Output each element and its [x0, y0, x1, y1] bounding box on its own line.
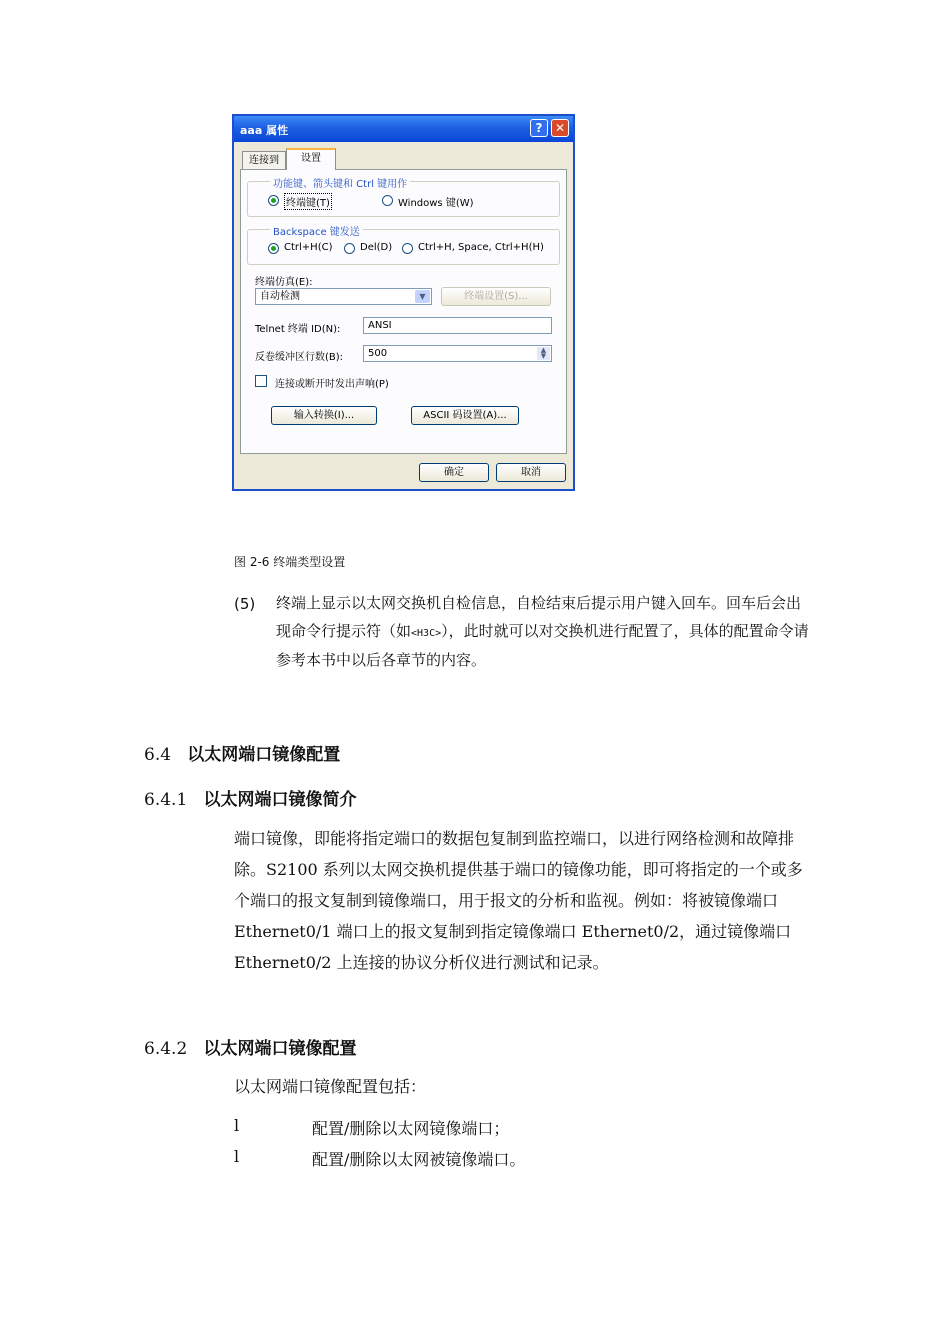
chevron-down-icon[interactable]: ▼: [415, 290, 430, 303]
ctrl-h-label[interactable]: Ctrl+H(C): [284, 242, 333, 253]
backspace-legend: Backspace 键发送: [270, 223, 363, 238]
section-number: 6.4.2: [144, 1039, 188, 1059]
backscroll-input[interactable]: [363, 345, 552, 362]
windows-keys-label[interactable]: Windows 键(W): [398, 198, 474, 209]
bullet-mark: l: [234, 1116, 240, 1135]
ctrl-h-space-radio[interactable]: [402, 243, 413, 254]
section-number: 6.4: [144, 745, 172, 765]
backspace-group: [247, 229, 560, 265]
backscroll-value: 500: [368, 348, 388, 359]
section-title: 以太网端口镜像配置: [187, 745, 341, 765]
ok-button[interactable]: 确定: [419, 463, 489, 482]
ctrl-h-radio[interactable]: [268, 243, 279, 254]
beep-checkbox-label[interactable]: 连接或断开时发出声响(P): [275, 379, 389, 390]
beep-checkbox[interactable]: [255, 375, 267, 387]
ctrl-h-space-label[interactable]: Ctrl+H, Space, Ctrl+H(H): [418, 242, 544, 253]
bullet-text: 配置/删除以太网镜像端口；: [312, 1119, 510, 1138]
terminal-settings-button[interactable]: 终端设置(S)...: [441, 287, 551, 306]
terminal-keys-label[interactable]: 终端键(T): [284, 193, 332, 210]
telnet-id-label: Telnet 终端 ID(N):: [255, 324, 341, 335]
step-number: (5): [234, 595, 256, 613]
section-6-4-2-heading: [144, 1034, 356, 1059]
backscroll-label: 反卷缓冲区行数(B):: [255, 352, 344, 363]
bullet-mark: l: [234, 1147, 240, 1166]
emulation-select[interactable]: [255, 288, 432, 305]
function-keys-group: [247, 181, 560, 217]
terminal-keys-radio[interactable]: [268, 195, 279, 206]
tab-settings[interactable]: 设置: [286, 148, 336, 170]
prompt-text: <H3C>: [411, 627, 442, 639]
section-title: 以太网端口镜像配置: [203, 1039, 357, 1059]
step-text-before: 终端上显示以太网交换机自检信息，自检结束后提示用户键入回车。回车后会出现命令行提示符（如: [276, 594, 802, 640]
ascii-setup-button[interactable]: ASCII 码设置(A)...: [411, 406, 519, 425]
bullet-item: [234, 1116, 510, 1138]
bullet-item: [234, 1147, 526, 1169]
cancel-button[interactable]: 取消: [496, 463, 566, 482]
section-6-4-heading: [144, 740, 340, 765]
section-title: 以太网端口镜像简介: [203, 790, 357, 810]
close-button[interactable]: ✕: [551, 119, 569, 137]
telnet-id-input[interactable]: ANSI: [363, 317, 552, 334]
emulation-label: 终端仿真(E):: [255, 277, 313, 288]
emulation-value: 自动检测: [260, 291, 300, 302]
dialog-title: aaa 属性: [240, 124, 289, 137]
tab-connect-to[interactable]: 连接到: [242, 151, 286, 169]
del-label[interactable]: Del(D): [360, 242, 393, 253]
spinner-icon[interactable]: ▲ ▼: [537, 347, 550, 360]
function-keys-legend: 功能键、箭头键和 Ctrl 键用作: [270, 175, 410, 190]
properties-dialog: [232, 114, 575, 491]
del-radio[interactable]: [344, 243, 355, 254]
help-button[interactable]: ?: [530, 119, 548, 137]
settings-panel: [240, 169, 567, 454]
section-6-4-1-body: 端口镜像，即能将指定端口的数据包复制到监控端口，以进行网络检测和故障排除。S2100 系列以太网交换机提供基于端口的镜像功能，即可将指定的一个或多个端口的报文复制到镜像端口，用于报文的分析和监视。例如：将被镜像端口 Ethernet0/1 端口上的报文复制到指定镜像端口 Ethernet0/2，通过镜像端口 Ethernet0/2 上连接的协议分析仪进行测试和记录。: [234, 829, 803, 972]
dialog-title-bar: [234, 116, 573, 142]
step-text: [276, 590, 811, 675]
windows-keys-radio[interactable]: [382, 195, 393, 206]
section-6-4-1-heading: [144, 785, 356, 810]
section-number: 6.4.1: [144, 790, 188, 810]
step-text-after: ），此时就可以对交换机进行配置了，具体的配置命令请参考本书中以后各章节的内容。: [276, 621, 809, 669]
bullet-text: 配置/删除以太网被镜像端口。: [312, 1150, 526, 1169]
figure-caption: 图 2-6 终端类型设置: [234, 555, 346, 569]
section-6-4-2-intro: 以太网端口镜像配置包括：: [234, 1077, 427, 1096]
input-translation-button[interactable]: 输入转换(I)...: [271, 406, 377, 425]
